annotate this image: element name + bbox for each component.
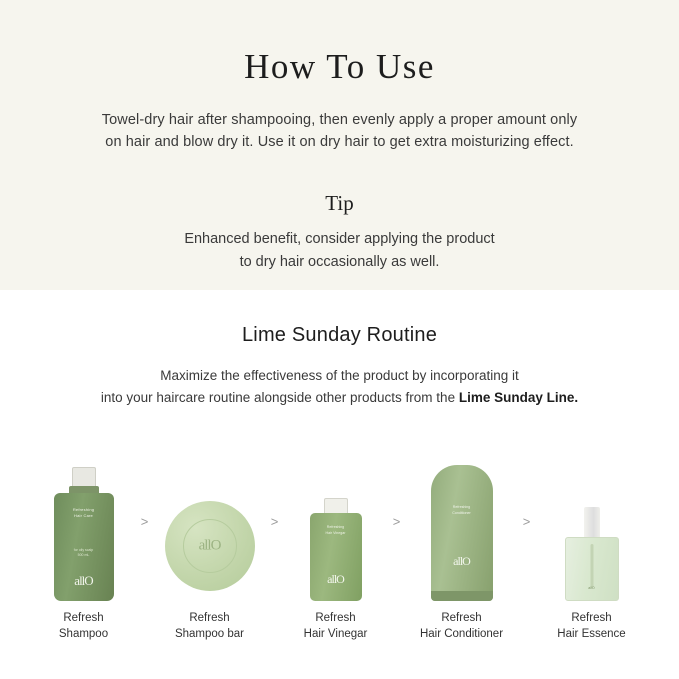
bottle-label-top: Refreshing Hair Care xyxy=(72,507,95,519)
tip-body-line2: to dry hair occasionally as well. xyxy=(239,253,440,270)
routine-body xyxy=(80,365,600,408)
arrow-icon: > xyxy=(392,513,401,529)
brand-logo: allO xyxy=(453,554,470,569)
bottle-body xyxy=(565,537,619,601)
bottle-label-mid: for oily scalp 500 mL xyxy=(73,548,94,558)
brand-logo: allO xyxy=(327,572,344,587)
bottle-label-top: Refreshing Hair Vinegar xyxy=(325,525,346,535)
product-caption xyxy=(175,611,244,642)
routine-body-line2-prefix: into your haircare routine alongside other products from the xyxy=(100,389,459,405)
shampoo-bottle-illustration xyxy=(54,451,114,601)
tip-body-line1: Enhanced benefit, consider applying the product xyxy=(184,231,495,248)
routine-body-line1: Maximize the effectiveness of the product by incorporating it xyxy=(160,368,519,383)
product-caption xyxy=(304,611,368,642)
product-item-hair-essence[interactable] xyxy=(540,442,644,642)
page-title: How To Use xyxy=(244,47,435,86)
hair-vinegar-illustration xyxy=(310,451,362,601)
how-to-use-body-line1: Towel-dry hair after shampooing, then evenly apply a proper amount only xyxy=(101,111,578,128)
product-name-line1: Refresh xyxy=(441,612,482,625)
hair-essence-illustration xyxy=(565,451,619,601)
product-name-line2: Hair Conditioner xyxy=(419,627,504,640)
product-name-line1: Refresh xyxy=(63,612,104,625)
product-item-hair-conditioner[interactable] xyxy=(410,442,514,642)
bottle-neck xyxy=(69,486,99,493)
brand-logo: allO xyxy=(74,573,93,589)
brand-logo: allO xyxy=(588,586,595,591)
brand-emblem: allO xyxy=(198,537,221,554)
bar-soap-body xyxy=(165,501,255,591)
routine-product-strip xyxy=(0,442,679,642)
arrow-icon: > xyxy=(522,513,531,529)
product-caption xyxy=(557,611,625,642)
product-name-line1: Refresh xyxy=(189,612,230,625)
how-to-use-body xyxy=(90,109,590,154)
bottle-cap-icon xyxy=(324,498,348,513)
routine-section xyxy=(0,290,679,642)
shampoo-bar-illustration xyxy=(165,451,255,601)
tube-seam xyxy=(431,591,493,601)
product-item-hair-vinegar[interactable] xyxy=(288,442,384,642)
how-to-use-section xyxy=(0,0,679,290)
tube-body xyxy=(431,465,493,601)
arrow-icon: > xyxy=(270,513,279,529)
product-name-line1: Refresh xyxy=(315,612,356,625)
product-item-shampoo-bar[interactable] xyxy=(158,442,262,642)
product-name-line1: Refresh xyxy=(571,612,612,625)
arrow-icon: > xyxy=(140,513,149,529)
how-to-use-body-line2: on hair and blow dry it. Use it on dry hair to get extra moisturizing effect. xyxy=(105,133,574,150)
product-name-line2: Hair Essence xyxy=(557,627,626,640)
routine-line-accent: Lime Sunday Line. xyxy=(458,389,579,405)
bottle-body xyxy=(310,513,362,601)
product-name-line2: Shampoo xyxy=(58,627,109,640)
tip-body xyxy=(110,228,570,273)
product-item-shampoo[interactable] xyxy=(36,442,132,642)
dropper-pipette xyxy=(590,544,593,588)
hair-conditioner-illustration xyxy=(431,451,493,601)
product-caption xyxy=(420,611,503,642)
product-name-line2: Hair Vinegar xyxy=(303,627,368,640)
bottle-cap-icon xyxy=(72,467,96,486)
bottle-body xyxy=(54,493,114,601)
routine-title: Lime Sunday Routine xyxy=(241,324,438,346)
product-caption xyxy=(59,611,108,642)
dropper-cap-icon xyxy=(584,507,600,537)
tube-label-top: Refreshing Conditioner xyxy=(452,505,471,515)
tip-title: Tip xyxy=(325,191,354,216)
product-name-line2: Shampoo bar xyxy=(174,627,245,640)
